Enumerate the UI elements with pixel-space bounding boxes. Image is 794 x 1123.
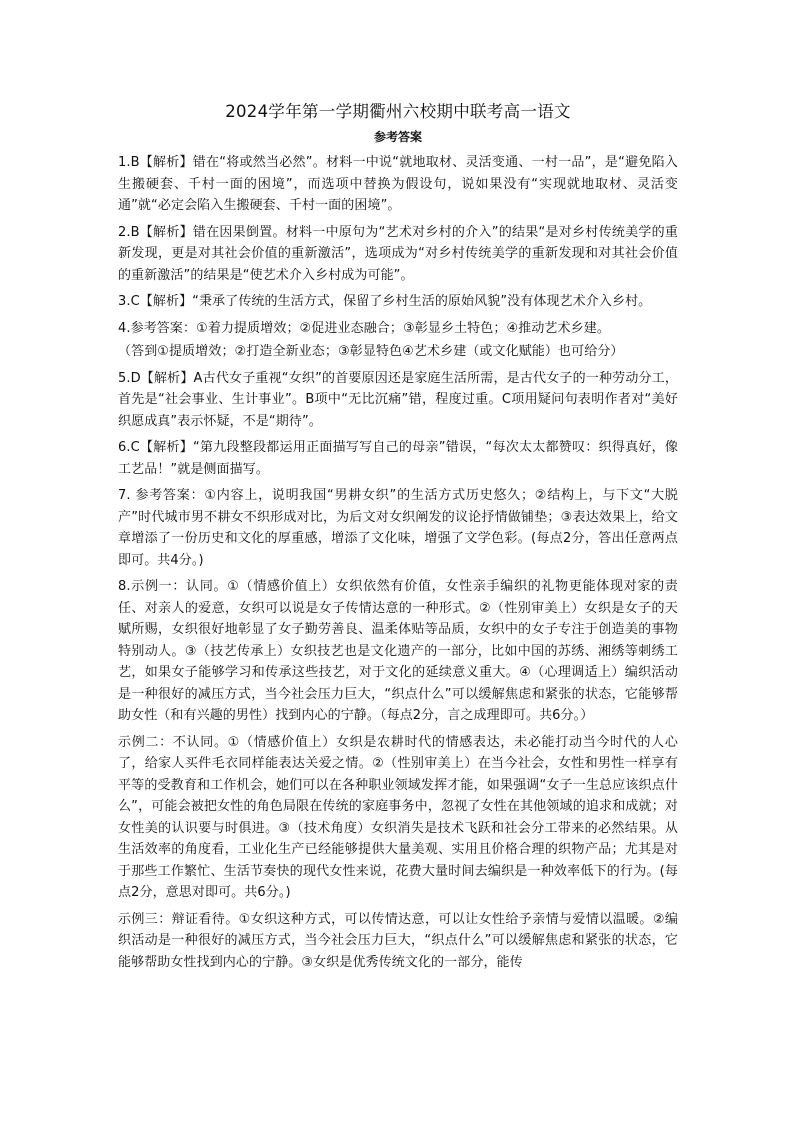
answer-8-example-1: 8.示例一：认同。①（情感价值上）女织依然有价值，女性亲手编织的礼物更能体现对家的责任、对亲人的爱意，女织可以说是女子传情达意的一种形式。②（性别审美上）女织是女子的天赋所赐，女织很好地彰显了女子勤劳善良、温柔体贴等品质，女织中的女子专注于创造美的事物特别动人。③（技艺传承上）女织技艺也是文化遗产的一部分，比如中国的苏绣、湘绣等刺绣工艺，如果女子能够学习和传承这些技艺，对于文化的延续意义重大。④（心理调适上）编织活动是一种很好的减压方式，当今社会压力巨大，“织点什么”可以缓解焦虑和紧张的状态，它能够帮助女性（和有兴趣的男性）找到内心的宁静。（每点2分，言之成理即可。共6分。） <box>118 579 678 723</box>
answer-8-example-3: 示例三：辩证看待。①女织这种方式，可以传情达意，可以让女性给予亲情与爱情以温暖。②编织活动是一种很好的减压方式，当今社会压力巨大，“织点什么”可以缓解焦虑和紧张的状态，它能够帮助女性找到内心的宁静。③女织是优秀传统文化的一部分，能传 <box>118 911 678 970</box>
answer-4-note: （答到①提质增效；②打造全新业态；③彰显特色④艺术乡建（或文化赋能）也可给分） <box>118 344 624 359</box>
answer-2: 2.B【解析】错在因果倒置。材料一中原句为“艺术对乡村的介入”的结果“是对乡村传统美学的重新发现，更是对其社会价值的重新激活”，选项成为“对乡村传统美学的重新发现和对其社会价值的重新激活”的结果是“使艺术介入乡村成为可能”。 <box>118 224 678 283</box>
document-subtitle: 参考答案 <box>373 130 422 144</box>
answer-1: 1.B【解析】错在“将或然当必然”。材料一中说“就地取材、灵活变通、一村一品”，是“避免陷入生搬硬套、千村一面的困境”，而选项中替换为假设句，说如果没有“实现就地取材、灵活变通”就“必定会陷入生搬硬套、千村一面的困境”。 <box>118 155 678 213</box>
answer-7: 7. 参考答案：①内容上，说明我国“男耕女织”的生活方式历史悠久；②结构上，与下文“大脱产”时代城市男不耕女不织形成对比，为后文对女织阐发的议论抒情做铺垫；③表达效果上，给文章增添了一份历史和文化的厚重感，增添了文化味，增强了文学色彩。(每点2分，答出任意两点即可。共4分。) <box>118 488 678 568</box>
answer-5: 5.D【解析】A古代女子重视“女织”的首要原因还是家庭生活所需，是古代女子的一种劳动分工，首先是“社会事业、生计事业”。B项中“无比沉痛”错，程度过重。C项用疑问句表明作者对“美好织愿成真”表示怀疑，不是“期待”。 <box>118 370 678 429</box>
answer-4: 4.参考答案：①着力提质增效；②促进业态融合；③彰显乡土特色；④推动艺术乡建。 <box>118 320 610 336</box>
document-title: 2024学年第一学期衢州六校期中联考高一语文 <box>225 102 571 121</box>
answer-8-example-2: 示例二：不认同。①（情感价值上）女织是农耕时代的情感表达，未必能打动当今时代的人心了，给家人买件毛衣同样能表达关爱之情。②（性别审美上）在当今社会，女性和男性一样享有平等的受教育和工作机会，她们可以在各种职业领域发挥才能，如果强调“女子一生总应该织点什么”，可能会被把女性的角色局限在传统的家庭事务中，忽视了女性在其他领域的追求和成就；对女性美的认识要与时俱进。③（技术角度）女织消失是技术飞跃和社会分工带来的必然结果。从生活效率的角度看，工业化生产已经能够提供大量美观、实用且价格合理的织物产品；尤其是对于那些工作繁忙、生活节奏快的现代女性来说，花费大量时间去编织是一种效率低下的行为。(每点2分，意思对即可。共6分。) <box>118 734 678 900</box>
answer-6: 6.C【解析】“第九段整段都运用正面描写写自己的母亲”错误，“每次太太都赞叹：织得真好，像工艺品！”就是侧面描写。 <box>118 440 678 477</box>
answer-3: 3.C【解析】“秉承了传统的生活方式，保留了乡村生活的原始风貌”没有体现艺术介入乡村。 <box>118 294 652 309</box>
answer-document <box>118 100 678 978</box>
